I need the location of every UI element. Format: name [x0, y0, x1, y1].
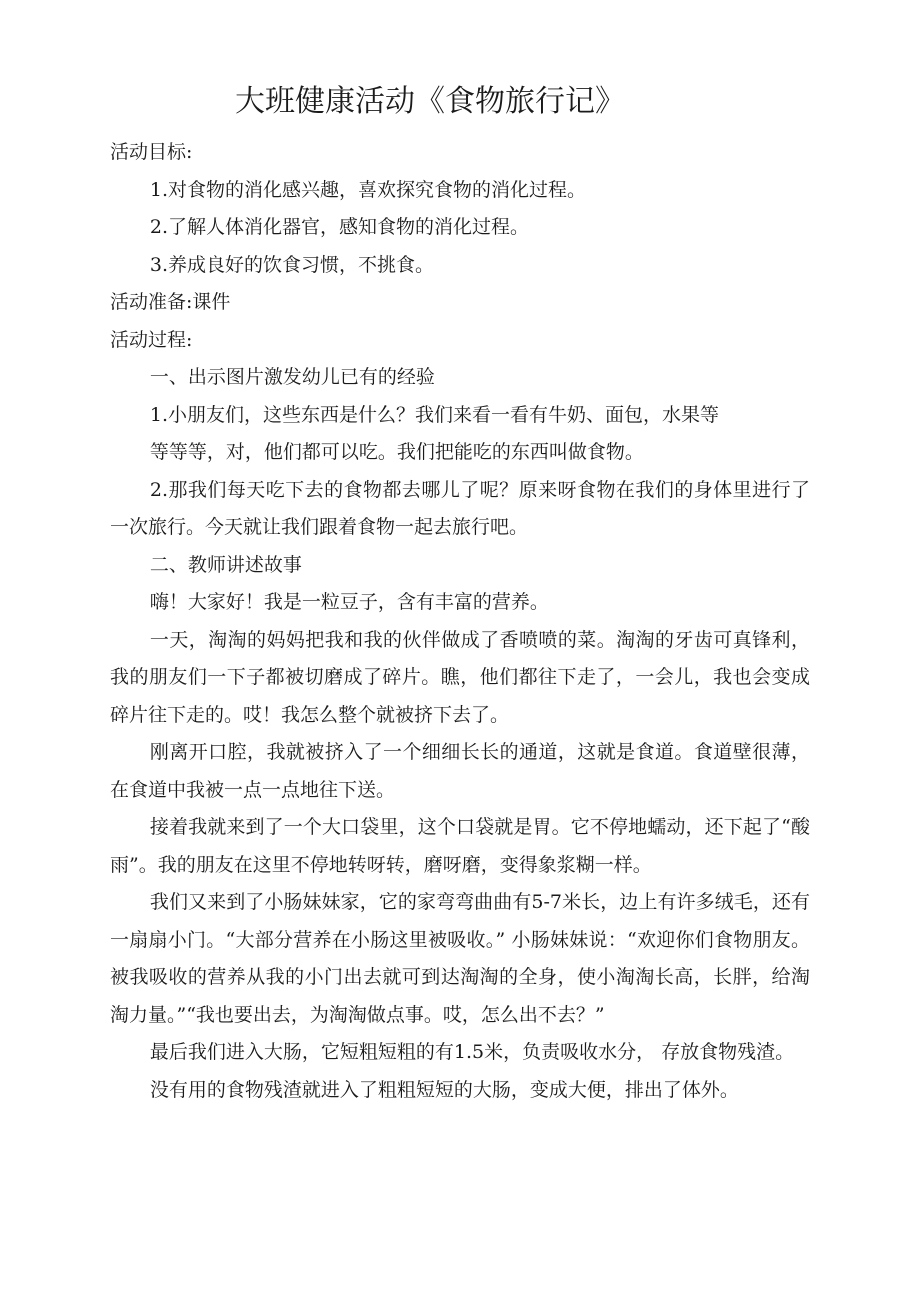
story-paragraph: 最后我们进入大肠，它短粗短粗的有1.5米，负责吸收水分， 存放食物残渣。 — [149, 1041, 795, 1063]
process-heading: 活动过程: — [110, 328, 193, 351]
story-paragraph: 没有用的食物残渣就进入了粗粗短短的大肠，变成大便，排出了体外。 — [149, 1078, 739, 1101]
section1-paragraph-1-line-1: 1.小朋友们，这些东西是什么？我们来看一看有牛奶、面包，水果等 — [149, 403, 720, 426]
story-paragraph: 嗨！大家好！我是一粒豆子，含有丰富的营养。 — [149, 591, 549, 613]
document-body — [110, 134, 810, 1109]
goals-heading: 活动目标: — [110, 141, 193, 163]
section1-paragraph-1-line-2: 等等等，对，他们都可以吃。我们把能吃的东西叫做食物。 — [149, 441, 644, 463]
section1-paragraph-2: 2.那我们每天吃下去的食物都去哪儿了呢？原来呀食物在我们的身体里进行了一次旅行。今天就让我们跟着食物一起去旅行吧。 — [110, 478, 810, 538]
goal-item: 1.对食物的消化感兴趣，喜欢探究食物的消化过程。 — [149, 178, 587, 201]
story-paragraph: 接着我就来到了一个大口袋里，这个口袋就是胃。它不停地蠕动，还下起了“酸雨”。我的朋友在这里不停地转呀转，磨呀磨，变得象浆糊一样。 — [110, 816, 810, 876]
goal-item: 3.养成良好的饮食习惯，不挑食。 — [149, 253, 435, 276]
section2-heading: 二、教师讲述故事 — [149, 553, 302, 576]
story-paragraph: 刚离开口腔，我就被挤入了一个细细长长的通道，这就是食道。食道壁很薄，在食道中我被一点一点地往下送。 — [110, 741, 810, 801]
story-paragraph: 我们又来到了小肠妹妹家，它的家弯弯曲曲有5-7米长，边上有许多绒毛，还有一扇扇小门。“大部分营养在小肠这里被吸收。” 小肠妹妹说：“欢迎你们食物朋友。被我吸收的营养从我的小门出去就可到达淘淘的全身，使小淘淘长高，长胖，给淘淘力量。”“我也要出去，为淘淘做点事。哎，怎么出不去？” — [110, 891, 810, 1026]
goal-item: 2.了解人体消化器官，感知食物的消化过程。 — [149, 216, 530, 238]
story-paragraph: 一天，淘淘的妈妈把我和我的伙伴做成了香喷喷的菜。淘淘的牙齿可真锋利，我的朋友们一下子都被切磨成了碎片。瞧，他们都往下走了，一会儿，我也会变成碎片往下走的。哎！我怎么整个就被挤下去了。 — [110, 628, 810, 726]
section1-heading: 一、出示图片激发幼儿已有的经验 — [149, 366, 435, 388]
document-title: 大班健康活动《食物旅行记》 — [235, 84, 625, 119]
preparation-line: 活动准备:课件 — [110, 291, 231, 313]
